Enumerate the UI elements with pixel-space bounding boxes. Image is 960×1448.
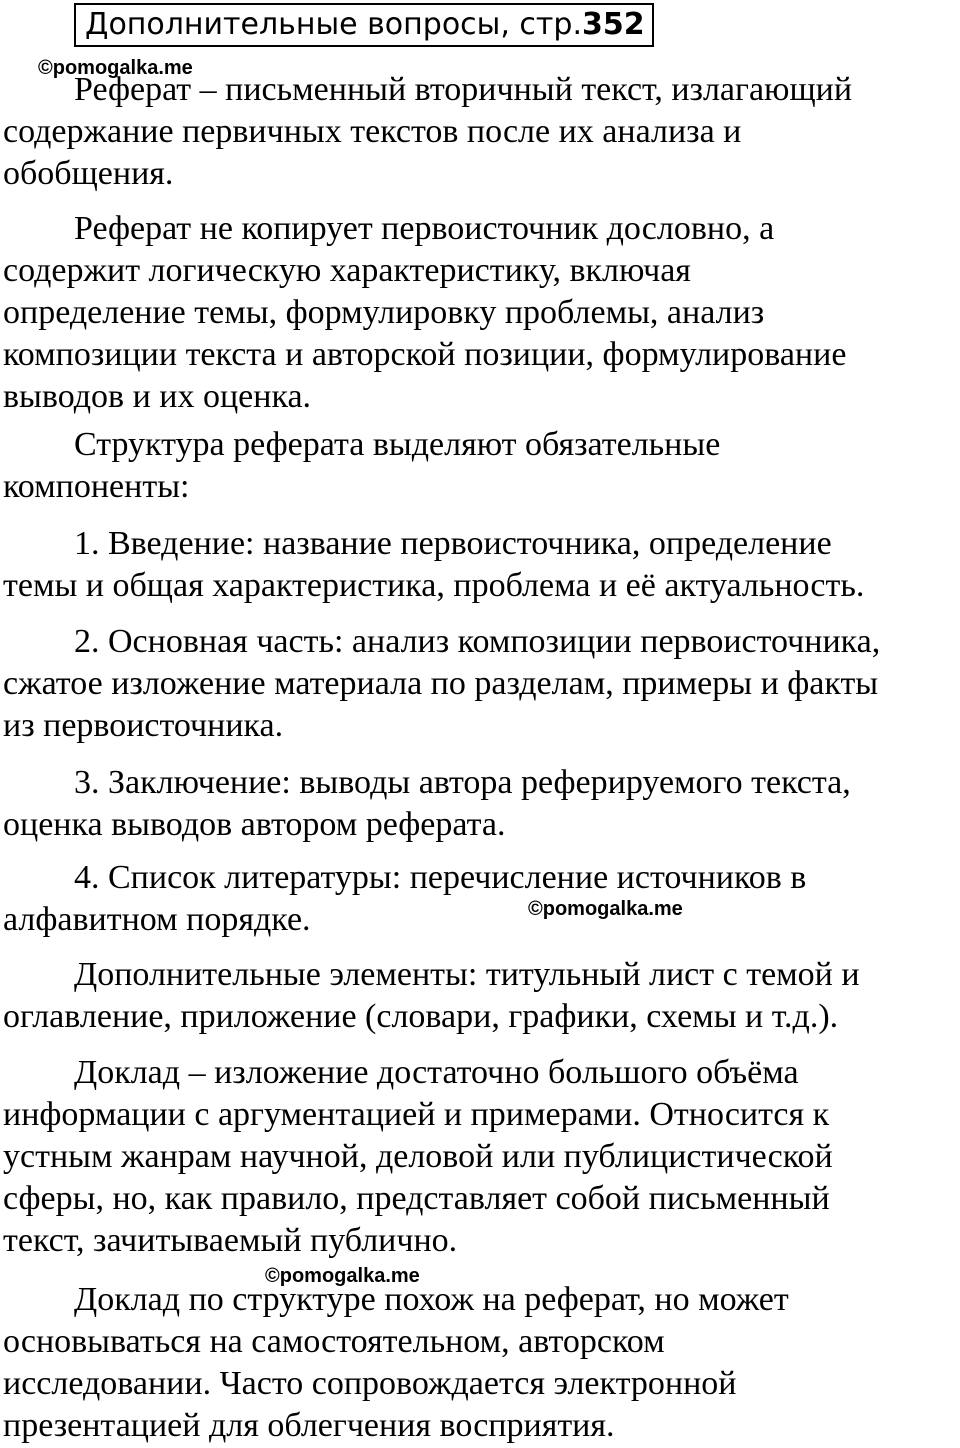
watermark: ©pomogalka.me <box>528 898 683 920</box>
text-line: Дополнительные элементы: титульный лист с темой и <box>74 956 860 993</box>
watermark: ©pomogalka.me <box>38 57 193 79</box>
text-line: 1. Введение: название первоисточника, определение <box>74 525 832 562</box>
text-line: сферы, но, как правило, представляет собой письменный <box>3 1180 830 1217</box>
text-line: обобщения. <box>3 155 174 192</box>
text-line: 2. Основная часть: анализ композиции первоисточника, <box>74 623 881 660</box>
text-line: 4. Список литературы: перечисление источников в <box>74 859 807 896</box>
text-line: основываться на самостоятельном, авторском <box>3 1323 665 1360</box>
paragraph-structure-intro <box>3 424 960 508</box>
paragraph-referat-definition <box>3 69 960 195</box>
text-line: презентацией для облегчения восприятия. <box>3 1407 615 1444</box>
text-line: Доклад – изложение достаточно большого объёма <box>74 1054 799 1091</box>
paragraph-additional-elements <box>3 954 960 1038</box>
text-line: композиции текста и авторской позиции, формулирование <box>3 336 847 373</box>
text-line: сжатое изложение материала по разделам, примеры и факты <box>3 665 879 702</box>
list-item-bibliography <box>3 857 960 941</box>
text-line: содержит логическую характеристику, включая <box>3 252 691 289</box>
text-line: содержание первичных текстов после их анализа и <box>3 113 742 150</box>
text-line: Реферат – письменный вторичный текст, излагающий <box>74 71 853 108</box>
list-item-main-part <box>3 621 960 747</box>
text-line: Реферат не копирует первоисточник дословно, а <box>74 210 775 247</box>
header-page-number: 352 <box>581 7 645 42</box>
page-header <box>74 3 654 47</box>
list-item-conclusion <box>3 762 960 846</box>
text-line: компоненты: <box>3 468 190 505</box>
list-item-introduction <box>3 523 960 607</box>
text-line: определение темы, формулировку проблемы, анализ <box>3 294 765 331</box>
text-line: алфавитном порядке. <box>3 901 311 938</box>
text-line: оглавление, приложение (словари, графики, схемы и т.д.). <box>3 998 839 1035</box>
header-title: Дополнительные вопросы, стр. <box>85 7 582 42</box>
paragraph-doklad-structure <box>3 1279 960 1447</box>
text-line: 3. Заключение: выводы автора реферируемого текста, <box>74 764 851 801</box>
watermark: ©pomogalka.me <box>265 1265 420 1287</box>
text-line: Доклад по структуре похож на реферат, но может <box>74 1281 789 1318</box>
text-line: из первоисточника. <box>3 707 284 744</box>
paragraph-doklad-definition <box>3 1052 960 1262</box>
text-line: оценка выводов автором реферата. <box>3 806 506 843</box>
text-line: информации с аргументацией и примерами. Относится к <box>3 1096 830 1133</box>
text-line: устным жанрам научной, деловой или публицистической <box>3 1138 833 1175</box>
text-line: Структура реферата выделяют обязательные <box>74 426 721 463</box>
paragraph-referat-content <box>3 208 960 418</box>
text-line: текст, зачитываемый публично. <box>3 1222 458 1259</box>
text-line: темы и общая характеристика, проблема и её актуальность. <box>3 567 865 604</box>
text-line: выводов и их оценка. <box>3 378 312 415</box>
text-line: исследовании. Часто сопровождается электронной <box>3 1365 737 1402</box>
